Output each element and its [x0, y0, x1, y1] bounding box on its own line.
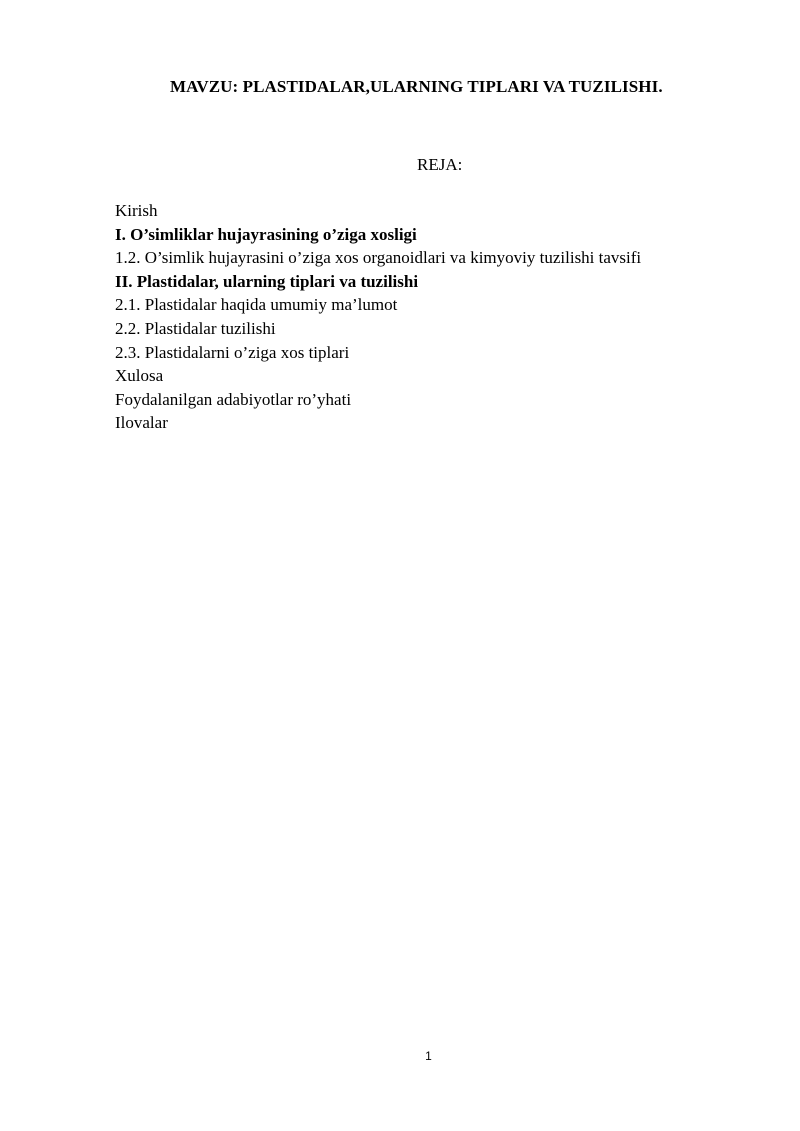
page-number: 1: [425, 1049, 432, 1063]
toc-item-section-2-2: 2.2. Plastidalar tuzilishi: [115, 318, 276, 338]
toc-item-section-2: II. Plastidalar, ularning tiplari va tuzilishi: [115, 271, 419, 291]
toc-item-conclusion: Xulosa: [115, 366, 164, 386]
toc-item-appendices: Ilovalar: [115, 413, 168, 433]
toc-item-section-1-2: 1.2. O’simlik hujayrasini o’ziga xos organoidlari va kimyoviy tuzilishi tavsifi: [115, 248, 642, 268]
table-of-contents: [115, 199, 641, 435]
toc-item-introduction: Kirish: [115, 201, 158, 220]
toc-item-section-1: I. O’simliklar hujayrasining o’ziga xosligi: [115, 224, 417, 244]
document-title: MAVZU: PLASTIDALAR,ULARNING TIPLARI VA TUZILISHI.: [170, 77, 663, 96]
toc-item-section-2-3: 2.3. Plastidalarni o’ziga xos tiplari: [115, 342, 350, 362]
toc-item-references: Foydalanilgan adabiyotlar ro’yhati: [115, 389, 352, 409]
plan-heading: REJA:: [417, 155, 463, 174]
toc-item-section-2-1: 2.1. Plastidalar haqida umumiy ma’lumot: [115, 295, 398, 315]
